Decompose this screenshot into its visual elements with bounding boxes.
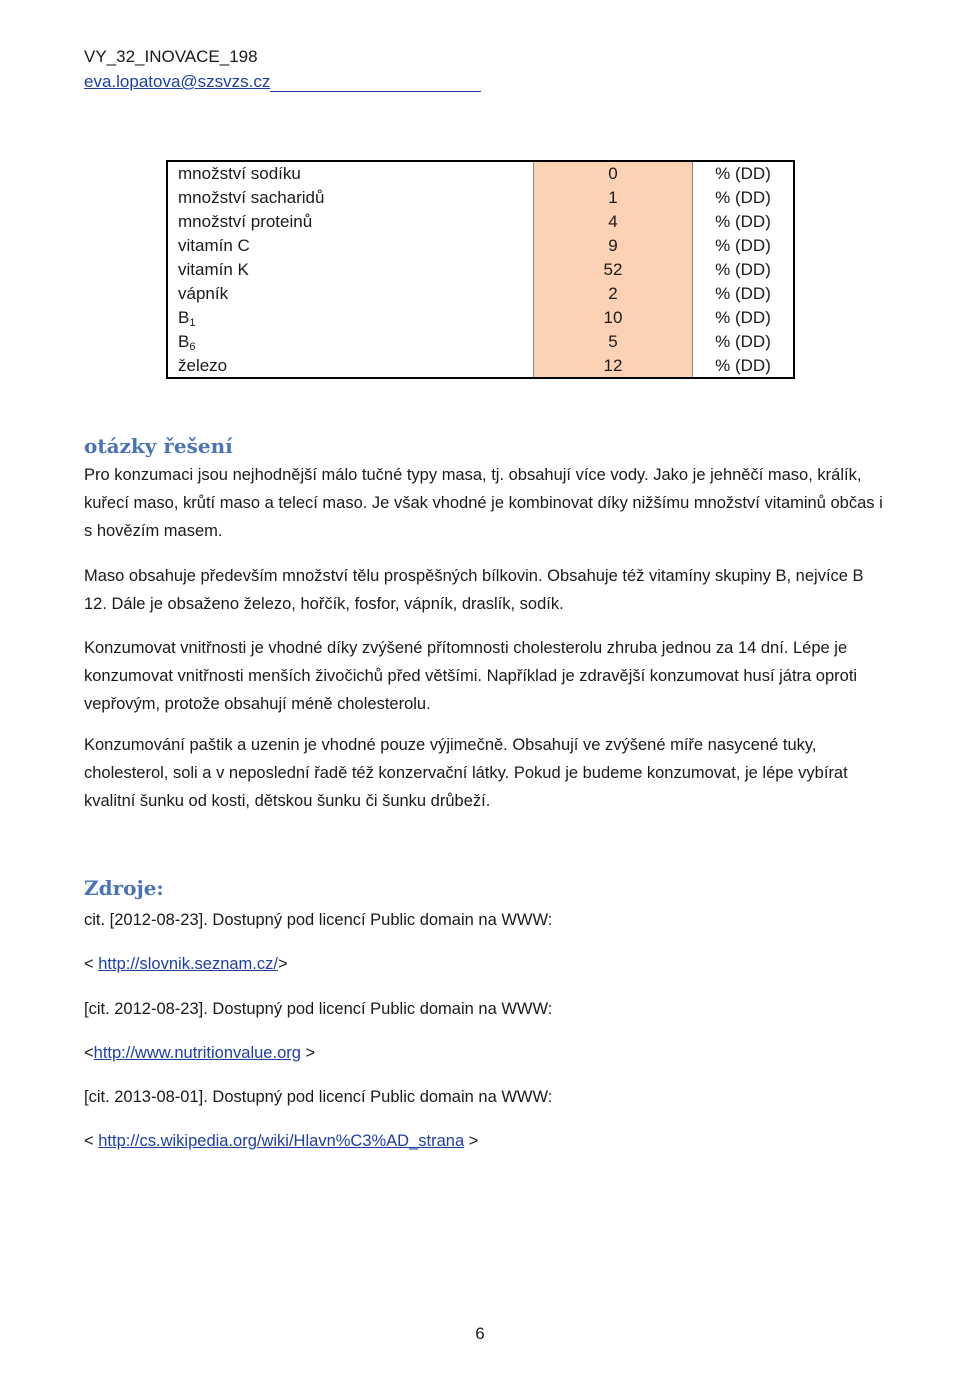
source-prefix: < [84, 1132, 99, 1150]
nutrient-name: množství sodíku [167, 161, 534, 186]
questions-heading: otázky řešení [84, 434, 233, 458]
nutrient-name: vápník [167, 281, 534, 305]
source-link-line-3 [84, 1130, 478, 1152]
nutrient-name: $B_6$ [167, 329, 534, 353]
source-prefix: < [84, 955, 99, 973]
nutrient-value: 4 [534, 210, 693, 234]
paragraph-4: Konzumování paštik a uzenin je vhodné pouze výjimečně. Obsahují ve zvýšené míře nasycené tuky, cholesterol, soli a v neposlední řadě též konzervační látky. Pokud je budeme konzumovat, je lépe vybírat kvalitní šunku od kosti, dětskou šunku či šunku drůbeží. [84, 736, 848, 810]
source-link-line-2 [84, 1042, 315, 1064]
source-suffix: > [300, 1044, 316, 1062]
nutrient-value: 10 [534, 305, 693, 329]
paragraph-3: Konzumovat vnitřnosti je vhodné díky zvýšené přítomnosti cholesterolu zhruba jednou za 14 dní. Lépe je konzumovat vnitřnosti menších živočichů před většími. Například je zdravější konzumovat husí játra oproti vepřovým, protože obsahují méně cholesterolu. [84, 639, 858, 713]
table-row [167, 281, 794, 305]
header-email-link[interactable]: eva.lopatova@szsvzs.cz [84, 72, 271, 91]
table-row [167, 210, 794, 234]
nutrient-unit: % (DD) [715, 188, 771, 208]
source-link-2[interactable]: http://www.nutritionvalue.org [93, 1044, 301, 1062]
nutrient-value: 52 [534, 258, 693, 282]
table-row [167, 305, 794, 329]
nutrient-name: vitamín C [167, 234, 534, 258]
nutrient-value: 0 [534, 161, 693, 186]
nutrient-name: množství proteinů [167, 210, 534, 234]
nutrient-value: 12 [534, 353, 693, 378]
source-citation-1: cit. [2012-08-23]. Dostupný pod licencí Public domain na WWW: [84, 911, 553, 929]
table-row [167, 161, 794, 186]
nutrient-unit: % (DD) [715, 164, 771, 184]
nutrient-unit: % (DD) [715, 283, 771, 303]
nutrient-unit: % (DD) [715, 331, 771, 351]
nutrition-table [166, 160, 795, 379]
nutrient-value: 1 [534, 186, 693, 210]
header-underline [270, 91, 481, 92]
header-code: VY_32_INOVACE_198 [84, 47, 258, 66]
source-citation-3: [cit. 2013-08-01]. Dostupný pod licencí Public domain na WWW: [84, 1088, 553, 1106]
nutrient-name: $B_1$ [167, 305, 534, 329]
table-row [167, 258, 794, 282]
source-link-line-1 [84, 953, 288, 975]
table-row [167, 353, 794, 378]
nutrient-unit: % (DD) [715, 212, 771, 232]
source-suffix: > [464, 1132, 479, 1150]
nutrient-unit: % (DD) [715, 260, 771, 279]
nutrient-name: množství sacharidů [167, 186, 534, 210]
table-row [167, 234, 794, 258]
source-link-3[interactable]: http://cs.wikipedia.org/wiki/Hlavn%C3%AD_strana [98, 1132, 465, 1150]
nutrient-name: železo [167, 353, 534, 378]
paragraph-1: Pro konzumaci jsou nejhodnější málo tučné typy masa, tj. obsahují více vody. Jako je jehněčí maso, králík, kuřecí maso, krůtí maso a telecí maso. Je však vhodné je kombinovat díky nižšímu množství vitaminů občas i s hovězím masem. [84, 466, 883, 540]
source-link-1[interactable]: http://slovnik.seznam.cz/ [98, 955, 278, 973]
nutrient-name: vitamín K [167, 258, 534, 282]
table-row [167, 186, 794, 210]
page-number: 6 [475, 1324, 485, 1343]
sources-heading: Zdroje: [84, 876, 164, 900]
source-prefix: < [84, 1044, 94, 1062]
nutrient-unit: % (DD) [715, 355, 771, 375]
nutrient-value: 5 [534, 329, 693, 353]
nutrient-unit: % (DD) [715, 236, 771, 256]
paragraph-2: Maso obsahuje především množství tělu prospěšných bílkovin. Obsahuje též vitamíny skupiny B, nejvíce B 12. Dále je obsaženo železo, hořčík, fosfor, vápník, draslík, sodík. [84, 567, 864, 613]
source-suffix: > [277, 955, 288, 973]
table-row [167, 329, 794, 353]
nutrient-value: 2 [534, 281, 693, 305]
nutrient-unit: % (DD) [715, 307, 771, 327]
nutrient-value: 9 [534, 234, 693, 258]
source-citation-2: [cit. 2012-08-23]. Dostupný pod licencí Public domain na WWW: [84, 1000, 553, 1018]
